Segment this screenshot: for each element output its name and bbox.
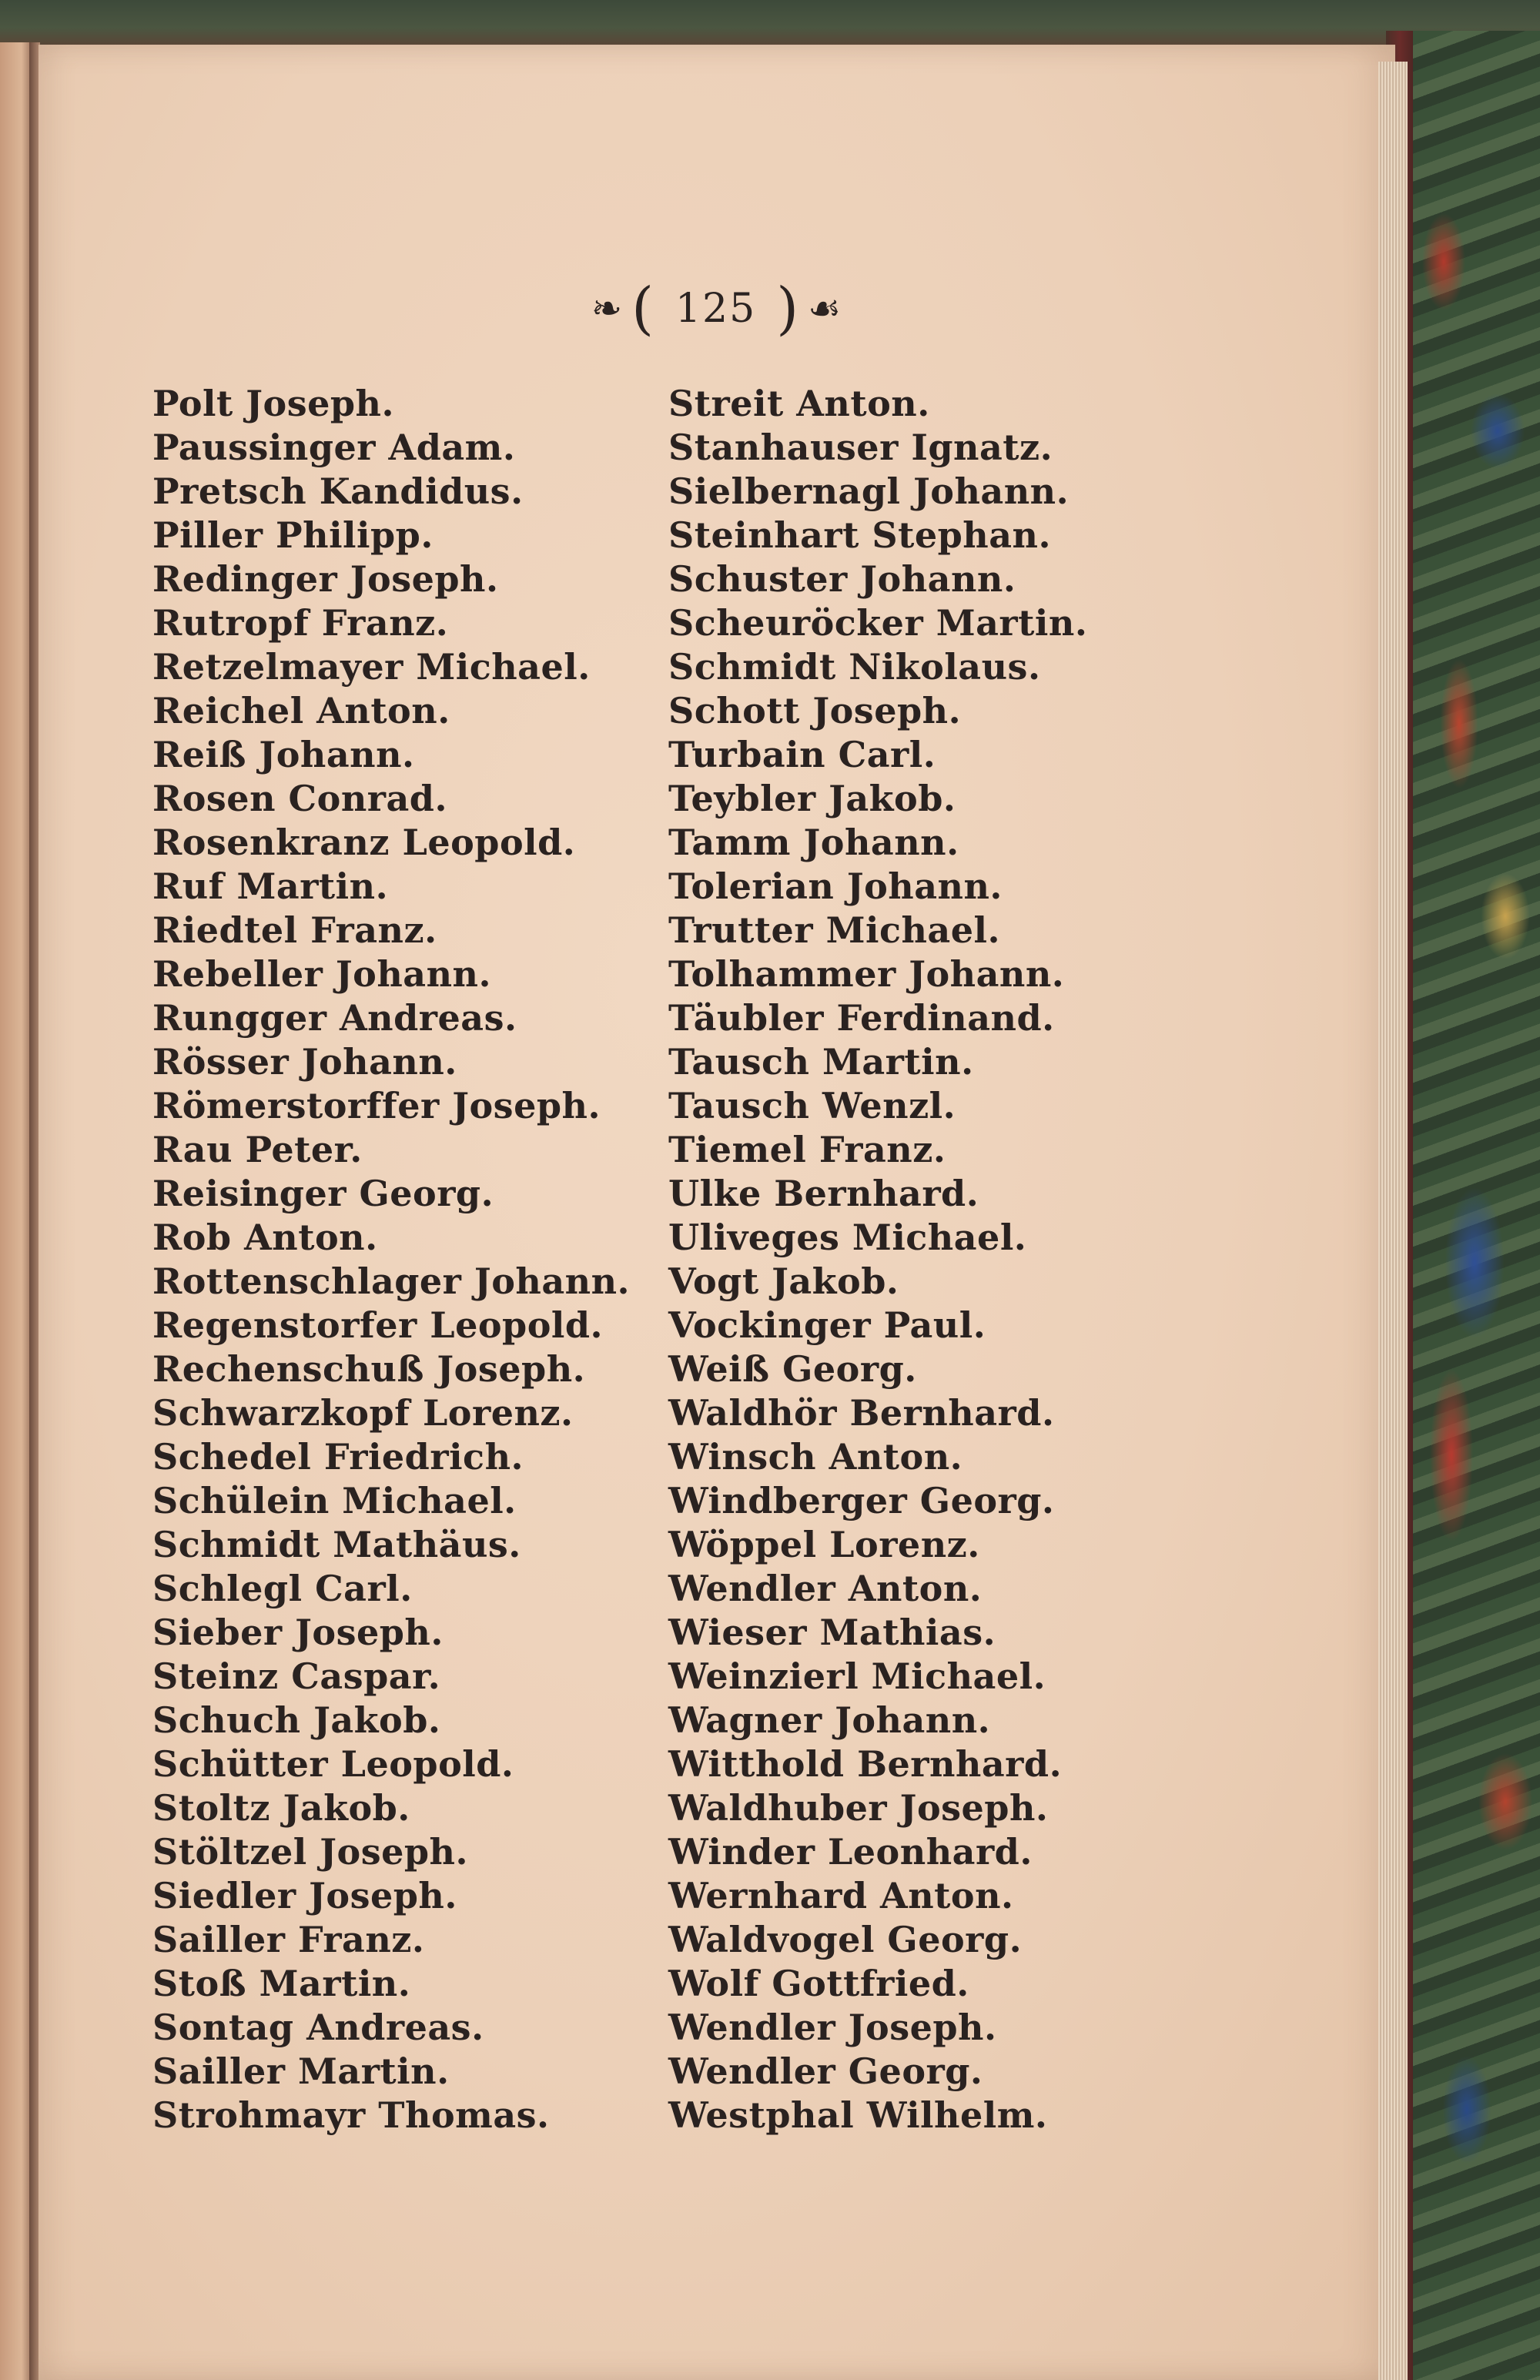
name-entry: Täubler Ferdinand.: [668, 997, 1055, 1039]
name-entry: Waldhör Bernhard.: [668, 1392, 1055, 1434]
name-entry: Siedler Joseph.: [152, 1875, 457, 1916]
name-list-left: [152, 382, 630, 2137]
marbled-endpaper: [1413, 31, 1540, 2380]
name-entry: Tolerian Johann.: [668, 865, 1003, 907]
name-entry: Schütter Leopold.: [152, 1743, 514, 1785]
name-entry: Wagner Johann.: [668, 1699, 991, 1741]
name-entry: Tiemel Franz.: [668, 1129, 946, 1170]
name-entry: Piller Philipp.: [152, 514, 434, 556]
name-entry: Westphal Wilhelm.: [668, 2094, 1048, 2136]
name-entry: Teybler Jakob.: [668, 778, 956, 819]
left-paren: (: [631, 276, 655, 342]
left-ornament-icon: ❧: [591, 287, 624, 330]
name-entry: Rob Anton.: [152, 1217, 378, 1258]
name-entry: Sailler Franz.: [152, 1919, 425, 1960]
name-entry: Rosenkranz Leopold.: [152, 822, 576, 863]
name-entry: Wendler Anton.: [668, 1568, 983, 1609]
name-entry: Redinger Joseph.: [152, 558, 499, 600]
name-entry: Schmidt Mathäus.: [152, 1524, 521, 1565]
name-entry: Steinhart Stephan.: [668, 514, 1052, 556]
name-entry: Reisinger Georg.: [152, 1173, 494, 1214]
name-entry: Stöltzel Joseph.: [152, 1831, 468, 1873]
name-entry: Tausch Martin.: [668, 1041, 974, 1083]
name-entry: Tolhammer Johann.: [668, 953, 1065, 995]
name-entry: Weiß Georg.: [668, 1348, 917, 1390]
name-entry: Rau Peter.: [152, 1129, 363, 1170]
page-fore-edge: [1378, 62, 1408, 2380]
name-entry: Schott Joseph.: [668, 690, 962, 731]
name-entry: Schlegl Carl.: [152, 1568, 413, 1609]
name-entry: Winsch Anton.: [668, 1436, 963, 1478]
name-entry: Scheuröcker Martin.: [668, 602, 1088, 644]
name-entry: Wöppel Lorenz.: [668, 1524, 980, 1565]
name-entry: Wendler Georg.: [668, 2050, 983, 2092]
name-entry: Polt Joseph.: [152, 383, 395, 424]
name-entry: Trutter Michael.: [668, 909, 1000, 951]
name-entry: Wolf Gottfried.: [668, 1963, 969, 2004]
name-entry: Stanhauser Ignatz.: [668, 427, 1053, 468]
name-entry: Schmidt Nikolaus.: [668, 646, 1041, 688]
name-entry: Vockinger Paul.: [668, 1304, 986, 1346]
page: [38, 45, 1395, 2380]
name-entry: Rutropf Franz.: [152, 602, 449, 644]
name-entry: Rungger Andreas.: [152, 997, 517, 1039]
right-paren: ): [776, 276, 801, 342]
name-entry: Wernhard Anton.: [668, 1875, 1014, 1916]
name-entry: Uliveges Michael.: [668, 1217, 1027, 1258]
name-entry: Rosen Conrad.: [152, 778, 447, 819]
page-header: [38, 276, 1395, 342]
facing-page-edge: [0, 42, 31, 2380]
name-entry: Steinz Caspar.: [152, 1655, 441, 1697]
name-entry: Rottenschlager Johann.: [152, 1260, 631, 1302]
name-entry: Stoltz Jakob.: [152, 1787, 410, 1829]
name-entry: Retzelmayer Michael.: [152, 646, 591, 688]
name-entry: Riedtel Franz.: [152, 909, 437, 951]
name-entry: Stoß Martin.: [152, 1963, 411, 2004]
name-entry: Streit Anton.: [668, 383, 930, 424]
name-entry: Tamm Johann.: [668, 822, 959, 863]
name-entry: Weinzierl Michael.: [668, 1655, 1046, 1697]
name-entry: Turbain Carl.: [668, 734, 936, 775]
name-entry: Tausch Wenzl.: [668, 1085, 956, 1126]
name-entry: Ruf Martin.: [152, 865, 389, 907]
name-entry: Sielbernagl Johann.: [668, 470, 1070, 512]
name-entry: Sieber Joseph.: [152, 1612, 444, 1653]
name-entry: Römerstorffer Joseph.: [152, 1085, 601, 1126]
name-entry: Wendler Joseph.: [668, 2007, 997, 2048]
name-entry: Rebeller Johann.: [152, 953, 491, 995]
name-entry: Paussinger Adam.: [152, 427, 516, 468]
name-entry: Sontag Andreas.: [152, 2007, 484, 2048]
name-list-right: [668, 382, 1087, 2137]
book-cover-top: [0, 0, 1540, 46]
name-entry: Wieser Mathias.: [668, 1612, 996, 1653]
name-entry: Schuch Jakob.: [152, 1699, 441, 1741]
name-entry: Schwarzkopf Lorenz.: [152, 1392, 574, 1434]
name-entry: Winder Leonhard.: [668, 1831, 1033, 1873]
name-entry: Ulke Bernhard.: [668, 1173, 979, 1214]
name-entry: Regenstorfer Leopold.: [152, 1304, 604, 1346]
name-entry: Rösser Johann.: [152, 1041, 457, 1083]
name-entry: Strohmayr Thomas.: [152, 2094, 550, 2136]
name-entry: Windberger Georg.: [668, 1480, 1055, 1521]
name-entry: Sailler Martin.: [152, 2050, 450, 2092]
name-entry: Waldhuber Joseph.: [668, 1787, 1049, 1829]
name-entry: Schedel Friedrich.: [152, 1436, 524, 1478]
right-ornament-icon: ☙: [808, 287, 843, 330]
name-entry: Waldvogel Georg.: [668, 1919, 1023, 1960]
name-entry: Reiß Johann.: [152, 734, 415, 775]
page-number: 125: [675, 286, 757, 332]
name-entry: Schuster Johann.: [668, 558, 1016, 600]
name-entry: Witthold Bernhard.: [668, 1743, 1063, 1785]
name-entry: Rechenschuß Joseph.: [152, 1348, 586, 1390]
name-entry: Pretsch Kandidus.: [152, 470, 524, 512]
name-entry: Schülein Michael.: [152, 1480, 517, 1521]
name-entry: Vogt Jakob.: [668, 1260, 899, 1302]
name-entry: Reichel Anton.: [152, 690, 450, 731]
